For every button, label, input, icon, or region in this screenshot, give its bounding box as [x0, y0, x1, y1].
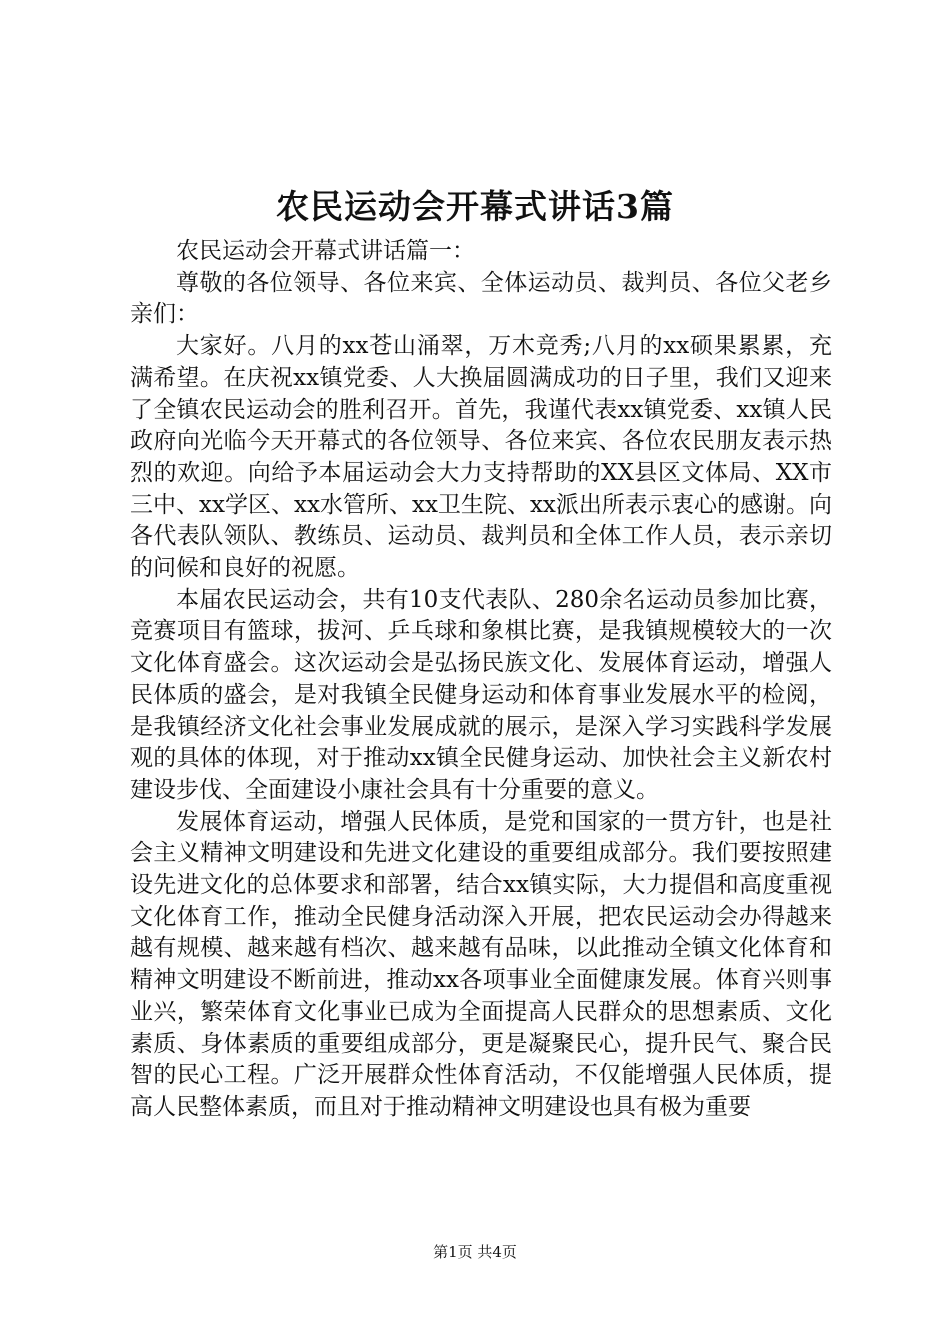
paragraph: 发展体育运动，增强人民体质，是党和国家的一贯方针，也是社会主义精神文明建设和先进文化建设的重要组成部分。我们要按照建设先进文化的总体要求和部署，结合xx镇实际，大力提倡和高度重视文化体育工作，推动全民健身活动深入开展，把农民运动会办得越来越有规模、越来越有档次、越来越有品味，以此推动全镇文化体育和精神文明建设不断前进，推动xx各项事业全面健康发展。体育兴则事业兴，繁荣体育文化事业已成为全面提高人民群众的思想素质、文化素质、身体素质的重要组成部分，更是凝聚民心，提升民气、聚合民智的民心工程。广泛开展群众性体育活动，不仅能增强人民体质，提高人民整体素质，而且对于推动精神文明建设也具有极为重要	[130, 808, 832, 1120]
paragraph: 本届农民运动会，共有10支代表队、280余名运动员参加比赛，竞赛项目有篮球，拔河、乒乓球和象棋比赛，是我镇规模较大的一次文化体育盛会。这次运动会是弘扬民族文化、发展体育运动，增强人民体质的盛会，是对我镇全民健身运动和体育事业发展水平的检阅，是我镇经济文化社会事业发展成就的展示，是深入学习实践科学发展观的具体的体现，对于推动xx镇全民健身运动、加快社会主义新农村建设步伐、全面建设小康社会具有十分重要的意义。	[130, 586, 832, 803]
paragraph-salutation: 尊敬的各位领导、各位来宾、全体运动员、裁判员、各位父老乡亲们：	[130, 269, 832, 328]
page-footer: 第1页 共4页	[433, 1243, 517, 1261]
paragraph: 大家好。八月的xx苍山涌翠，万木竞秀;八月的xx硕果累累，充满希望。在庆祝xx镇党委、人大换届圆满成功的日子里，我们又迎来了全镇农民运动会的胜利召开。首先，我谨代表xx镇党委、xx镇人民政府向光临今天开幕式的各位领导、各位来宾、各位农民朋友表示热烈的欢迎。向给予本届运动会大力支持帮助的XX县区文体局、XX市三中、xx学区、xx水管所、xx卫生院、xx派出所表示衷心的感谢。向各代表队领队、教练员、运动员、裁判员和全体工作人员，表示亲切的问候和良好的祝愿。	[130, 333, 832, 582]
document-title: 农民运动会开幕式讲话3篇	[276, 187, 674, 226]
paragraph-heading: 农民运动会开幕式讲话篇一：	[176, 238, 475, 264]
document-body	[130, 236, 832, 1124]
